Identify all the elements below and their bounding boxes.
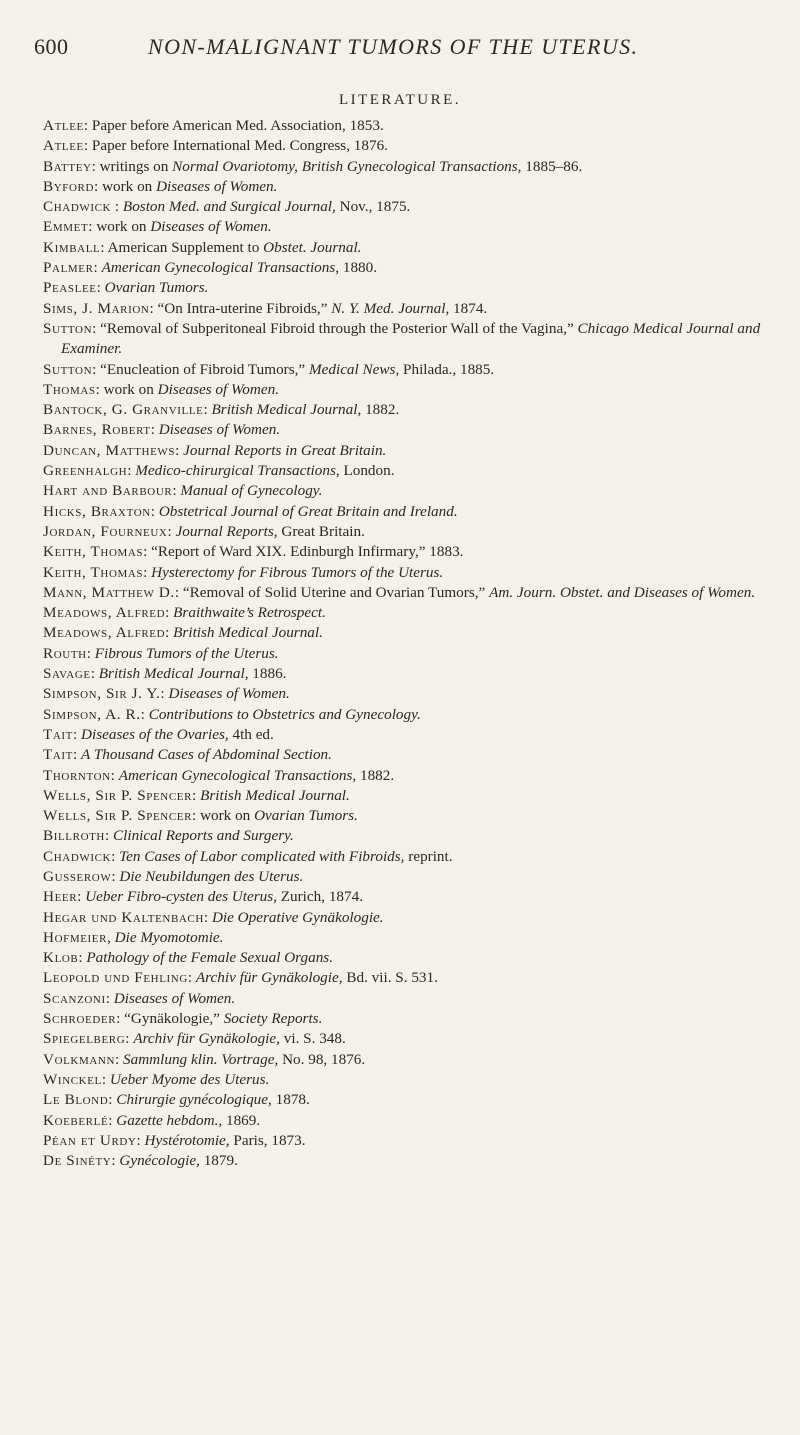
entry-work-title: Journal Reports in Great Britain. bbox=[183, 441, 387, 459]
entry-work-title: Normal Ovariotomy, British Gynecological Transactions, bbox=[172, 157, 522, 175]
entry-author: Keith, Thomas bbox=[43, 563, 144, 581]
entry-separator: : bbox=[143, 563, 152, 581]
bibliography-entry bbox=[43, 725, 795, 745]
entry-detail: Great Britain. bbox=[277, 522, 365, 540]
entry-text: writings on bbox=[99, 157, 173, 175]
entry-text: “Removal of Solid Uterine and Ovarian Tumors,” bbox=[182, 583, 490, 601]
bibliography-entry bbox=[43, 360, 795, 380]
bibliography-entry bbox=[43, 684, 795, 704]
bibliography-entry bbox=[43, 1131, 795, 1151]
entry-text: “Gynäkologie,” bbox=[124, 1010, 224, 1028]
entry-author: Klob bbox=[43, 949, 79, 967]
entry-text: “Removal of Subperitoneal Fibroid through the Posterior Wall of the Vagina,” bbox=[100, 319, 578, 337]
entry-text: work on bbox=[103, 380, 158, 398]
bibliography-entry bbox=[43, 116, 795, 136]
bibliography-entry bbox=[43, 136, 795, 156]
entry-separator: : bbox=[203, 908, 212, 926]
entry-author: Scanzoni bbox=[43, 989, 106, 1007]
running-title: NON-MALIGNANT TUMORS OF THE UTERUS. bbox=[148, 34, 639, 59]
entry-detail: 1885–86. bbox=[521, 157, 583, 175]
entry-work-title: Am. Journ. Obstet. and Diseases of Women. bbox=[489, 583, 756, 601]
bibliography-entry bbox=[43, 177, 795, 197]
entry-detail: reprint. bbox=[404, 847, 453, 865]
bibliography-entry bbox=[43, 1009, 795, 1029]
entry-author: Peaslee bbox=[43, 279, 97, 297]
entry-separator: : bbox=[93, 259, 102, 277]
entry-separator: : bbox=[165, 604, 174, 622]
bibliography-entry bbox=[43, 1070, 795, 1090]
entry-work-title: Obstet. Journal. bbox=[263, 238, 362, 256]
entry-separator: : bbox=[108, 1111, 117, 1129]
entry-author: Mann, Matthew D. bbox=[43, 583, 175, 601]
entry-author: Jordan, Fourneux bbox=[43, 522, 168, 540]
entry-work-title: Braithwaite’s Retrospect. bbox=[173, 604, 326, 622]
entry-separator: : bbox=[150, 421, 159, 439]
entry-author: Emmet bbox=[43, 218, 89, 236]
bibliography-entry bbox=[43, 522, 795, 542]
entry-author: Atlee bbox=[43, 117, 84, 134]
entry-work-title: Ueber Myome des Uterus. bbox=[109, 1070, 270, 1088]
entry-author: Savage bbox=[43, 665, 91, 683]
bibliography-entry bbox=[43, 1090, 795, 1110]
entry-separator: : bbox=[83, 117, 92, 134]
bibliography-entry bbox=[43, 441, 795, 461]
entry-separator: : bbox=[77, 888, 86, 906]
bibliography-entry bbox=[43, 278, 795, 298]
entry-detail: 1886. bbox=[248, 665, 287, 683]
bibliography-entry bbox=[43, 157, 795, 177]
bibliography-entry bbox=[43, 826, 795, 846]
entry-separator: : bbox=[92, 319, 101, 337]
entry-work-title: British Medical Journal. bbox=[200, 786, 350, 804]
bibliography-entry bbox=[43, 847, 795, 867]
entry-separator: : bbox=[172, 482, 181, 500]
bibliography-entry bbox=[43, 400, 795, 420]
entry-work-title: British Medical Journal, bbox=[98, 665, 249, 683]
bibliography-entry bbox=[43, 502, 795, 522]
entry-separator: , bbox=[107, 928, 115, 946]
entry-separator: : bbox=[160, 685, 169, 703]
bibliography-entry bbox=[43, 299, 795, 319]
bibliography-entry bbox=[43, 1151, 795, 1171]
entry-separator: : bbox=[111, 1152, 120, 1170]
entry-work-title: Gazette hebdom., bbox=[116, 1111, 223, 1129]
entry-separator: : bbox=[78, 949, 87, 967]
entry-text: “On Intra-uterine Fibroids,” bbox=[157, 299, 332, 317]
entry-separator: : bbox=[149, 299, 158, 317]
entry-detail: 1874. bbox=[449, 299, 488, 317]
entry-author: Hart and Barbour bbox=[43, 482, 173, 500]
entry-text: Paper before International Med. Congress, 1876. bbox=[91, 137, 388, 155]
entry-work-title: Gynécologie, bbox=[119, 1152, 200, 1170]
entry-separator: : bbox=[165, 624, 174, 642]
entry-work-title: Clinical Reports and Surgery. bbox=[113, 827, 294, 845]
entry-separator: : bbox=[110, 766, 119, 784]
bibliography-entry bbox=[43, 1111, 795, 1131]
entry-author: Battey bbox=[43, 157, 92, 175]
entry-work-title: Diseases of Women. bbox=[157, 380, 279, 398]
entry-detail: 1869. bbox=[222, 1111, 261, 1129]
entry-work-title: A Thousand Cases of Abdominal Section. bbox=[81, 746, 332, 764]
bibliography-entry bbox=[43, 583, 795, 603]
entry-author: Sutton bbox=[43, 319, 93, 337]
entry-separator: : bbox=[73, 725, 82, 743]
bibliography-entry bbox=[43, 989, 795, 1009]
entry-author: Tait bbox=[43, 746, 74, 764]
entry-work-title: Obstetrical Journal of Great Britain and Ireland. bbox=[158, 502, 458, 520]
entry-separator: : bbox=[140, 705, 149, 723]
entry-work-title: Hystérotomie, bbox=[144, 1131, 230, 1149]
entry-author: Schroeder bbox=[43, 1010, 117, 1028]
bibliography-entry bbox=[43, 766, 795, 786]
bibliography-entry bbox=[43, 887, 795, 907]
entry-separator: : bbox=[108, 1091, 117, 1109]
entry-separator: : bbox=[150, 502, 159, 520]
entry-separator: : bbox=[111, 847, 120, 865]
entry-work-title: Archiv für Gynäkologie, bbox=[195, 969, 343, 987]
entry-separator: : bbox=[203, 401, 212, 419]
bibliography-entry bbox=[43, 623, 795, 643]
entry-author: Hofmeier bbox=[43, 928, 108, 946]
entry-separator: : bbox=[90, 665, 99, 683]
entry-separator: : bbox=[92, 360, 101, 378]
entry-work-title: Diseases of Women. bbox=[150, 218, 272, 236]
bibliography-entry bbox=[43, 806, 795, 826]
entry-work-title: Die Myomotomie. bbox=[114, 928, 224, 946]
entry-separator: : bbox=[127, 462, 136, 480]
entry-author: Thomas bbox=[43, 380, 96, 398]
entry-author: Tait bbox=[43, 725, 74, 743]
entry-detail: 1880. bbox=[339, 259, 378, 277]
bibliography-entry bbox=[43, 745, 795, 765]
entry-author: Heer bbox=[43, 888, 78, 906]
entry-work-title: Ovarian Tumors. bbox=[254, 807, 358, 825]
entry-author: Palmer bbox=[43, 259, 94, 277]
entry-detail: Paris, 1873. bbox=[229, 1131, 306, 1149]
entry-author: Duncan, Matthews bbox=[43, 441, 176, 459]
entry-separator: : bbox=[95, 380, 104, 398]
entry-separator: : bbox=[100, 238, 108, 256]
entry-author: Spiegelberg bbox=[43, 1030, 126, 1048]
entry-text: American Supplement to bbox=[107, 238, 264, 256]
entry-author: Leopold und Fehling bbox=[43, 969, 188, 987]
entry-separator: : bbox=[136, 1131, 145, 1149]
entry-detail: 1882. bbox=[361, 401, 400, 419]
entry-text: work on bbox=[102, 177, 157, 195]
bibliography-entry bbox=[43, 258, 795, 278]
entry-detail: Bd. vii. S. 531. bbox=[342, 969, 438, 987]
entry-work-title: Chicago Medical Journal and Examiner. bbox=[61, 319, 761, 358]
entry-author: Billroth bbox=[43, 827, 105, 845]
entry-separator: : bbox=[187, 969, 196, 987]
entry-author: Simpson, Sir J. Y. bbox=[43, 685, 161, 703]
bibliography-entry bbox=[43, 563, 795, 583]
bibliography-entry bbox=[43, 664, 795, 684]
entry-work-title: British Medical Journal. bbox=[173, 624, 323, 642]
bibliography-entry bbox=[43, 948, 795, 968]
entry-work-title: Journal Reports, bbox=[175, 522, 278, 540]
entry-separator: : bbox=[192, 786, 201, 804]
entry-separator: : bbox=[174, 583, 183, 601]
entry-text: “Enucleation of Fibroid Tumors,” bbox=[100, 360, 309, 378]
entry-author: Bantock, G. Granville bbox=[43, 401, 204, 419]
entry-author: Wells, Sir P. Spencer bbox=[43, 807, 193, 825]
entry-author: Gusserow bbox=[43, 867, 112, 885]
bibliography-entry bbox=[43, 1029, 795, 1049]
bibliography-entry bbox=[43, 968, 795, 988]
entry-author: Koeberlé bbox=[43, 1111, 109, 1129]
entry-work-title: British Medical Journal, bbox=[211, 401, 362, 419]
entry-separator: : bbox=[88, 218, 97, 236]
bibliography-entry bbox=[43, 603, 795, 623]
entry-separator: : bbox=[125, 1030, 134, 1048]
entry-work-title: American Gynecological Transactions, bbox=[118, 766, 357, 784]
entry-author: Volkmann bbox=[43, 1050, 115, 1068]
entry-work-title: Diseases of Women. bbox=[168, 685, 290, 703]
bibliography-entry bbox=[43, 908, 795, 928]
entry-separator: : bbox=[192, 807, 201, 825]
entry-detail: No. 98, 1876. bbox=[278, 1050, 366, 1068]
entry-work-title: Manual of Gynecology. bbox=[180, 482, 323, 500]
entry-detail: Philada., 1885. bbox=[399, 360, 495, 378]
section-heading: LITERATURE. bbox=[338, 92, 462, 108]
bibliography-list bbox=[43, 116, 795, 1171]
entry-detail: 4th ed. bbox=[228, 725, 274, 743]
entry-work-title: Chirurgie gynécologique, bbox=[116, 1091, 272, 1109]
entry-work-title: Diseases of Women. bbox=[113, 989, 236, 1007]
bibliography-entry bbox=[43, 197, 795, 217]
entry-text: work on bbox=[200, 807, 255, 825]
entry-text: Paper before American Med. Association, 1853. bbox=[91, 117, 384, 134]
bibliography-entry bbox=[43, 1050, 795, 1070]
entry-work-title: American Gynecological Transactions, bbox=[101, 259, 340, 277]
entry-author: Sutton bbox=[43, 360, 93, 378]
entry-work-title: Archiv für Gynäkologie, bbox=[133, 1030, 280, 1048]
bibliography-entry bbox=[43, 319, 795, 360]
entry-author: Keith, Thomas bbox=[43, 543, 144, 561]
entry-detail: vi. S. 348. bbox=[279, 1030, 346, 1048]
entry-author: Kimball bbox=[43, 238, 101, 256]
entry-work-title: Diseases of Women. bbox=[158, 421, 281, 439]
entry-work-title: Diseases of Women. bbox=[156, 177, 278, 195]
entry-author: Barnes, Robert bbox=[43, 421, 151, 439]
bibliography-entry bbox=[43, 238, 795, 258]
entry-separator: : bbox=[115, 1050, 124, 1068]
bibliography-entry bbox=[43, 420, 795, 440]
entry-separator: : bbox=[111, 198, 123, 216]
entry-detail: London. bbox=[339, 462, 395, 480]
entry-separator: : bbox=[101, 1070, 110, 1088]
entry-work-title: Fibrous Tumors of the Uterus. bbox=[94, 644, 279, 662]
entry-separator: : bbox=[116, 1010, 125, 1028]
entry-work-title: N. Y. Med. Journal, bbox=[331, 299, 450, 317]
bibliography-entry bbox=[43, 928, 795, 948]
bibliography-entry bbox=[43, 867, 795, 887]
entry-separator: : bbox=[73, 746, 82, 764]
entry-work-title: Medical News, bbox=[308, 360, 400, 378]
entry-separator: : bbox=[167, 522, 176, 540]
entry-author: De Sinéty bbox=[43, 1152, 112, 1170]
entry-work-title: Ueber Fibro-cysten des Uterus, bbox=[85, 888, 277, 906]
bibliography-entry bbox=[43, 644, 795, 664]
entry-author: Routh bbox=[43, 644, 87, 662]
entry-author: Wells, Sir P. Spencer bbox=[43, 786, 193, 804]
entry-separator: : bbox=[91, 157, 100, 175]
entry-separator: : bbox=[83, 137, 92, 155]
bibliography-entry bbox=[43, 786, 795, 806]
entry-separator: : bbox=[175, 441, 184, 459]
entry-author: Hegar und Kaltenbach bbox=[43, 908, 204, 926]
entry-separator: : bbox=[94, 177, 103, 195]
entry-detail: Nov., 1875. bbox=[335, 198, 411, 216]
entry-author: Le Blond bbox=[43, 1091, 109, 1109]
entry-author: Meadows, Alfred bbox=[43, 624, 166, 642]
entry-author: Simpson, A. R. bbox=[43, 705, 141, 723]
entry-detail: Zurich, 1874. bbox=[276, 888, 363, 906]
entry-detail: 1878. bbox=[271, 1091, 310, 1109]
entry-work-title: Die Operative Gynäkologie. bbox=[211, 908, 384, 926]
entry-separator: : bbox=[111, 867, 120, 885]
entry-author: Péan et Urdy bbox=[43, 1131, 137, 1149]
bibliography-entry bbox=[43, 542, 795, 562]
entry-detail: 1882. bbox=[356, 766, 395, 784]
entry-separator: : bbox=[104, 827, 114, 845]
entry-work-title: Ovarian Tumors. bbox=[104, 279, 209, 297]
entry-work-title: Medico-chirurgical Transactions, bbox=[135, 462, 340, 480]
entry-work-title: Diseases of the Ovaries, bbox=[81, 725, 229, 743]
entry-text: work on bbox=[96, 218, 151, 236]
entry-author: Byford bbox=[43, 177, 95, 195]
entry-work-title: Ten Cases of Labor complicated with Fibroids, bbox=[119, 847, 405, 865]
entry-work-title: Sammlung klin. Vortrage, bbox=[123, 1050, 279, 1068]
bibliography-entry bbox=[43, 705, 795, 725]
entry-author: Thornton bbox=[43, 766, 111, 784]
entry-work-title: Contributions to Obstetrics and Gynecology. bbox=[148, 705, 421, 723]
entry-work-title: Boston Med. and Surgical Journal, bbox=[122, 198, 336, 216]
entry-author: Sims, J. Marion bbox=[43, 299, 150, 317]
entry-detail: 1879. bbox=[199, 1152, 238, 1170]
entry-author: Atlee bbox=[43, 137, 84, 155]
entry-separator: : bbox=[86, 644, 95, 662]
bibliography-entry bbox=[43, 217, 795, 237]
entry-work-title: Pathology of the Female Sexual Organs. bbox=[86, 949, 334, 967]
page-number: 600 bbox=[34, 34, 69, 59]
entry-work-title: Society Reports. bbox=[223, 1010, 323, 1028]
entry-work-title: Hysterectomy for Fibrous Tumors of the Uterus. bbox=[151, 563, 444, 581]
entry-author: Winckel bbox=[43, 1070, 102, 1088]
bibliography-entry bbox=[43, 461, 795, 481]
entry-author: Chadwick bbox=[43, 847, 112, 865]
bibliography-entry bbox=[43, 380, 795, 400]
entry-separator: : bbox=[143, 543, 152, 561]
entry-author: Greenhalgh bbox=[43, 462, 128, 480]
entry-separator: : bbox=[105, 989, 114, 1007]
entry-text: “Report of Ward XIX. Edinburgh Infirmary,” 1883. bbox=[151, 543, 464, 561]
entry-author: Meadows, Alfred bbox=[43, 604, 166, 622]
bibliography-entry bbox=[43, 481, 795, 501]
entry-work-title: Die Neubildungen des Uterus. bbox=[119, 867, 304, 885]
entry-author: Chadwick bbox=[43, 198, 112, 216]
entry-author: Hicks, Braxton bbox=[43, 502, 151, 520]
entry-separator: : bbox=[96, 279, 105, 297]
